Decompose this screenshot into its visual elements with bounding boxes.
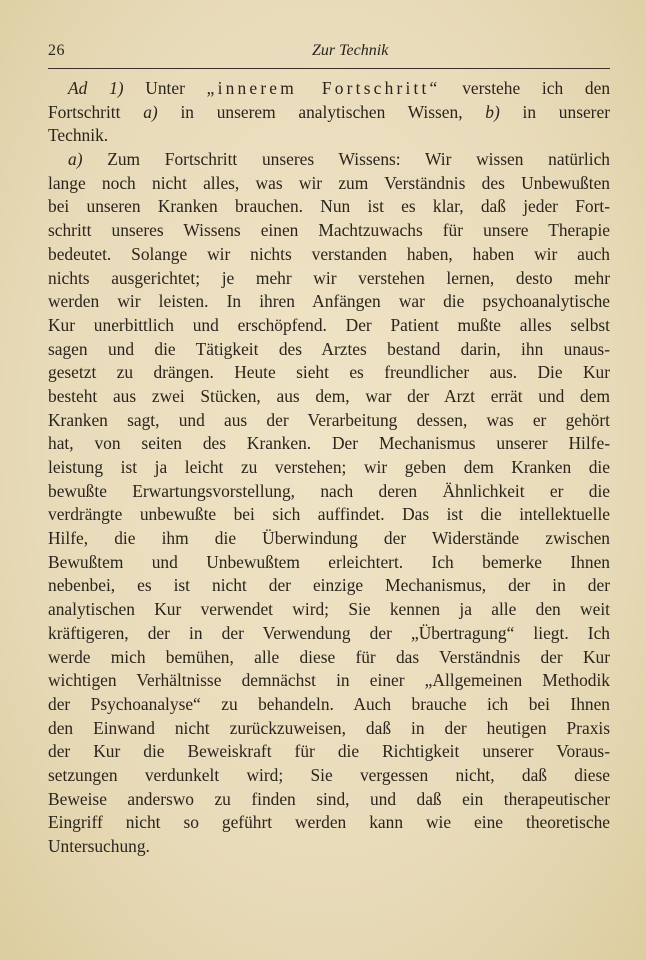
text-line	[48, 717, 610, 741]
text-run: leistung ist ja leicht zu verstehen; wir geben dem Kranken die	[48, 457, 610, 477]
text-run: wichtigen Verhältnisse demnächst in einer „Allgemeinen Methodik	[48, 670, 610, 691]
text-run: bedeutet. Solange wir nichts verstanden haben, haben wir auch	[48, 243, 610, 264]
text-line	[48, 456, 610, 480]
body-text	[48, 77, 610, 859]
text-line	[48, 764, 610, 788]
text-line	[48, 290, 610, 314]
text-line	[48, 361, 610, 385]
text-line	[48, 835, 610, 859]
text-run: Unter	[123, 78, 207, 98]
text-run: sagen und die Tätigkeit des Arztes bestand darin, ihn unaus-	[48, 338, 610, 359]
text-line	[48, 148, 610, 172]
text-line	[48, 503, 610, 527]
text-run: Kranken sagt, und aus der Verarbeitung dessen, was er gehört	[48, 409, 610, 430]
text-line	[48, 385, 610, 409]
text-run: werde mich bemühen, alle diese für das Verständnis der Kur	[48, 646, 610, 667]
text-run: verstehe ich den	[440, 78, 611, 98]
text-run: Beweise anderswo zu finden sind, und daß ein therapeutischer	[48, 788, 610, 809]
page-number: 26	[48, 42, 65, 59]
header-rule	[48, 68, 610, 69]
text-run: in unserem analytischen Wissen,	[157, 101, 486, 122]
text-run: verdrängte unbewußte bei sich auffindet. Das ist die intellektuelle	[48, 504, 610, 525]
text-line	[48, 77, 610, 101]
text-run: besteht aus zwei Stücken, aus dem, war der Arzt errät und dem	[48, 385, 610, 406]
text-run: bei unseren Kranken brauchen. Nun ist es klar, daß jeder Fort-	[48, 196, 610, 217]
text-run: hat, von seiten des Kranken. Der Mechanismus unserer Hilfe-	[48, 433, 610, 454]
text-line	[48, 669, 610, 693]
text-run: a)	[143, 101, 158, 122]
text-line	[48, 527, 610, 551]
text-line	[48, 788, 610, 812]
text-run: der Kur die Beweiskraft für die Richtigkeit unserer Voraus-	[48, 741, 610, 762]
text-run: Fortschritt	[48, 101, 144, 122]
text-run: lange noch nicht alles, was wir zum Verständnis des Unbewußten	[48, 172, 610, 193]
text-line	[48, 646, 610, 670]
text-run: gesetzt zu drängen. Heute sieht es freundlicher aus. Die Kur	[48, 362, 610, 383]
text-line	[48, 551, 610, 575]
text-run: werden wir leisten. In ihren Anfängen war die psychoanalytische	[48, 291, 610, 312]
text-run: der Psychoanalyse“ zu behandeln. Auch brauche ich bei Ihnen	[48, 693, 610, 714]
text-line	[48, 693, 610, 717]
text-run: b)	[485, 101, 500, 122]
text-run: „innerem Fortschritt“	[206, 78, 441, 98]
text-line	[48, 574, 610, 598]
text-line	[48, 243, 610, 267]
running-head: Zur Technik	[312, 42, 389, 59]
text-run: Kur unerbittlich und erschöpfend. Der Patient mußte alles selbst	[48, 314, 610, 335]
text-line	[48, 480, 610, 504]
text-line	[48, 598, 610, 622]
text-line	[48, 409, 610, 433]
text-line	[48, 432, 610, 456]
text-run: nebenbei, es ist nicht der einzige Mechanismus, der in der	[48, 575, 610, 596]
text-run: bewußte Erwartungsvorstellung, nach deren Ähnlichkeit er die	[48, 480, 610, 501]
text-line	[48, 338, 610, 362]
text-run: schritt unseres Wissens einen Machtzuwachs für unsere Therapie	[48, 220, 610, 241]
text-line	[48, 622, 610, 646]
text-run: a)	[68, 149, 83, 170]
text-run: kräftigeren, der in der Verwendung der „Übertragung“ liegt. Ich	[48, 622, 610, 643]
text-run: setzungen verdunkelt wird; Sie vergessen nicht, daß diese	[48, 764, 610, 785]
text-run: Bewußtem und Unbewußtem erleichtert. Ich bemerke Ihnen	[48, 551, 610, 572]
paragraph	[48, 148, 610, 859]
text-line	[48, 267, 610, 291]
text-line	[48, 219, 610, 243]
text-line	[48, 314, 610, 338]
text-line	[48, 811, 610, 835]
page-header	[0, 42, 646, 66]
text-run: Technik.	[48, 125, 109, 146]
text-line	[48, 101, 610, 125]
paragraph	[48, 77, 610, 148]
text-line	[48, 172, 610, 196]
text-run: in unserer	[499, 101, 610, 122]
text-run: Hilfe, die ihm die Überwindung der Widerstände zwischen	[48, 528, 610, 549]
text-run: nichts ausgerichtet; je mehr wir verstehen lernen, desto mehr	[48, 267, 610, 288]
text-run: Ad 1)	[68, 78, 124, 98]
text-run: Untersuchung.	[48, 836, 150, 856]
text-line	[48, 740, 610, 764]
text-run: analytischen Kur verwendet wird; Sie kennen ja alle den weit	[48, 599, 610, 620]
text-run: den Einwand nicht zurückzuweisen, daß in der heutigen Praxis	[48, 717, 610, 738]
text-line	[48, 124, 610, 148]
text-run: Zum Fortschritt unseres Wissens: Wir wissen natürlich	[82, 149, 610, 170]
text-line	[48, 195, 610, 219]
text-run: Eingriff nicht so geführt werden kann wie eine theoretische	[48, 812, 610, 833]
